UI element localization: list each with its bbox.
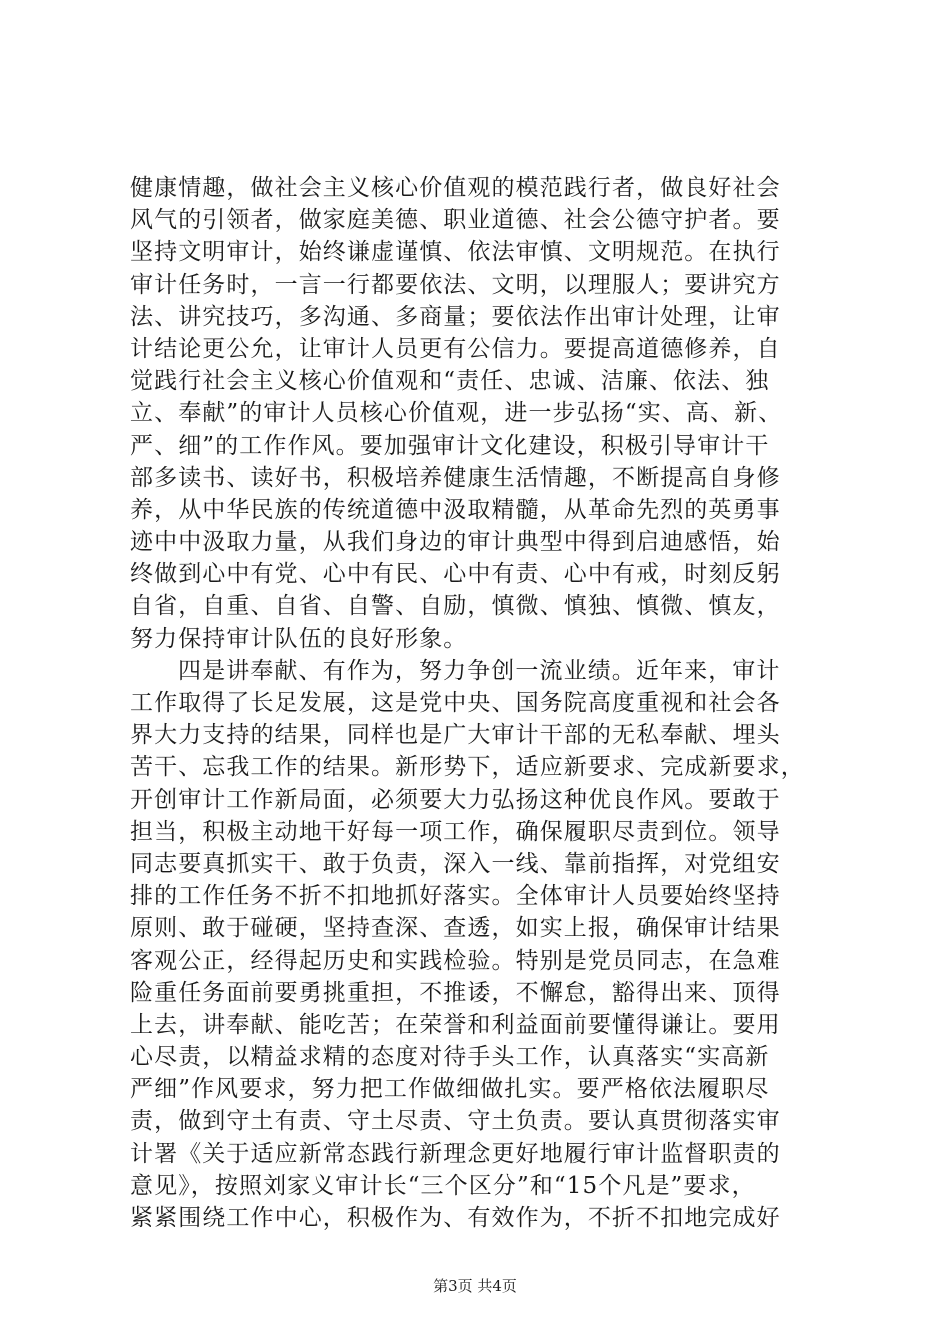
text-line: 风气的引领者，做家庭美德、职业道德、社会公德守护者。要 (130, 207, 781, 234)
text-line: 审计任务时，一言一行都要依法、文明，以理服人；要讲究方 (130, 271, 781, 298)
text-line: 坚持文明审计，始终谦虚谨慎、依法审慎、文明规范。在执行 (130, 239, 781, 266)
text-line: 上去，讲奉献、能吃苦；在荣誉和利益面前要懂得谦让。要用 (130, 1011, 781, 1038)
text-line: 意见》，按照刘家义审计长“三个区分”和“15个凡是”要求， (130, 1172, 756, 1199)
text-line: 严、细”的工作作风。要加强审计文化建设，积极引导审计干 (130, 432, 770, 459)
text-line: 心尽责，以精益求精的态度对待手头工作，认真落实“实高新 (130, 1044, 770, 1071)
text-line: 担当，积极主动地干好每一项工作，确保履职尽责到位。领导 (130, 818, 781, 845)
text-line: 努力保持审计队伍的良好形象。 (130, 625, 468, 652)
text-line: 终做到心中有党、心中有民、心中有责、心中有戒，时刻反躬 (130, 561, 781, 588)
text-line: 原则、敢于碰硬，坚持查深、查透，如实上报，确保审计结果 (130, 915, 781, 942)
text-line: 迹中中汲取力量，从我们身边的审计典型中得到启迪感悟，始 (130, 529, 781, 556)
body-text (130, 172, 830, 1234)
text-line: 客观公正，经得起历史和实践检验。特别是党员同志，在急难 (130, 947, 781, 974)
text-line: 严细”作风要求，努力把工作做细做扎实。要严格依法履职尽 (130, 1076, 770, 1103)
text-line: 部多读书、读好书，积极培养健康生活情趣，不断提高自身修 (130, 464, 781, 491)
text-line: 觉践行社会主义核心价值观和“责任、忠诚、洁廉、依法、独 (130, 368, 770, 395)
page-footer: 第3页 共4页 (433, 1277, 517, 1295)
text-line: 养，从中华民族的传统道德中汲取精髓，从革命先烈的英勇事 (130, 496, 781, 523)
text-line: 工作取得了长足发展，这是党中央、国务院高度重视和社会各 (130, 690, 781, 716)
text-line: 责，做到守土有责、守土尽责、守土负责。要认真贯彻落实审 (130, 1108, 781, 1135)
text-line: 险重任务面前要勇挑重担，不推诿，不懈怠，豁得出来、顶得 (130, 979, 781, 1006)
text-line: 界大力支持的结果，同样也是广大审计干部的无私奉献、埋头 (130, 722, 781, 749)
text-line: 健康情趣，做社会主义核心价值观的模范践行者，做良好社会 (130, 175, 781, 201)
text-line: 紧紧围绕工作中心，积极作为、有效作为，不折不扣地完成好 (130, 1205, 781, 1231)
text-line: 同志要真抓实干、敢于负责，深入一线、靠前指挥，对党组安 (130, 850, 781, 877)
text-line: 排的工作任务不折不扣地抓好落实。全体审计人员要始终坚持 (130, 883, 781, 910)
text-line: 开创审计工作新局面，必须要大力弘扬这种优良作风。要敢于 (130, 786, 781, 813)
text-line: 苦干、忘我工作的结果。新形势下，适应新要求、完成新要求， (130, 754, 805, 781)
text-line: 法、讲究技巧，多沟通、多商量；要依法作出审计处理，让审 (130, 303, 781, 330)
text-line: 计结论更公允，让审计人员更有公信力。要提高道德修养，自 (130, 335, 781, 362)
text-line: 计署《关于适应新常态践行新理念更好地履行审计监督职责的 (130, 1140, 781, 1167)
paragraph-first-line: 四是讲奉献、有作为，努力争创一流业绩。近年来，审计 (178, 657, 781, 684)
text-line: 自省，自重、自省、自警、自励，慎微、慎独、慎微、慎友， (130, 593, 781, 620)
text-line: 立、奉献”的审计人员核心价值观，进一步弘扬“实、高、新、 (130, 400, 783, 427)
